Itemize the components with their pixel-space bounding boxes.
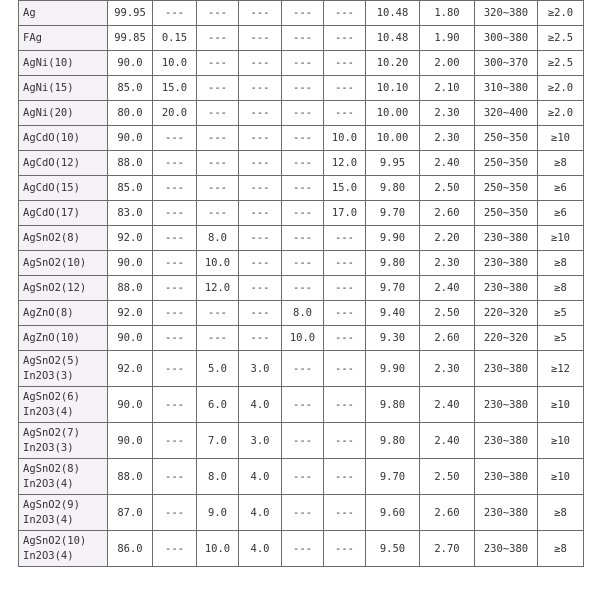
value-cell: 2.30 xyxy=(420,251,475,276)
value-cell: 2.00 xyxy=(420,51,475,76)
value-cell: --- xyxy=(153,387,197,423)
value-cell: --- xyxy=(239,276,282,301)
value-cell: --- xyxy=(197,1,239,26)
value-cell: --- xyxy=(282,76,324,101)
material-name-line: AgCdO(15) xyxy=(23,182,80,194)
value-cell: 250~350 xyxy=(475,126,538,151)
material-name-line: In2O3(3) xyxy=(23,369,74,382)
value-cell: 12.0 xyxy=(197,276,239,301)
material-name-cell xyxy=(19,26,108,51)
value-cell: 7.0 xyxy=(197,423,239,459)
value-cell: ≥2.5 xyxy=(538,26,584,51)
table-row xyxy=(19,26,584,51)
material-name-line: AgNi(20) xyxy=(23,107,74,119)
table-row xyxy=(19,126,584,151)
value-cell: --- xyxy=(239,26,282,51)
value-cell: --- xyxy=(282,176,324,201)
table-row xyxy=(19,151,584,176)
value-cell: 220~320 xyxy=(475,326,538,351)
value-cell: --- xyxy=(282,423,324,459)
table-row xyxy=(19,351,584,387)
value-cell: 10.10 xyxy=(366,76,420,101)
value-cell: 9.80 xyxy=(366,423,420,459)
value-cell: --- xyxy=(197,26,239,51)
material-name-line: AgSnO2(9) xyxy=(23,498,80,511)
material-name-cell xyxy=(19,201,108,226)
material-name-cell xyxy=(19,151,108,176)
value-cell: 0.15 xyxy=(153,26,197,51)
table-body xyxy=(19,1,584,567)
value-cell: 92.0 xyxy=(108,226,153,251)
table-row xyxy=(19,176,584,201)
value-cell: ≥2.5 xyxy=(538,51,584,76)
value-cell: --- xyxy=(282,351,324,387)
value-cell: 230~380 xyxy=(475,423,538,459)
material-name-line: AgZnO(10) xyxy=(23,332,80,344)
value-cell: ≥5 xyxy=(538,326,584,351)
material-name-line: AgNi(15) xyxy=(23,82,74,94)
value-cell: --- xyxy=(153,423,197,459)
value-cell: ≥2.0 xyxy=(538,101,584,126)
value-cell: 9.40 xyxy=(366,301,420,326)
value-cell: 9.70 xyxy=(366,201,420,226)
value-cell: --- xyxy=(324,351,366,387)
value-cell: --- xyxy=(282,1,324,26)
value-cell: --- xyxy=(324,423,366,459)
value-cell: 250~350 xyxy=(475,151,538,176)
value-cell: 9.80 xyxy=(366,387,420,423)
table-row xyxy=(19,1,584,26)
value-cell: 310~380 xyxy=(475,76,538,101)
material-name-line: AgSnO2(12) xyxy=(23,282,87,294)
value-cell: 86.0 xyxy=(108,531,153,567)
value-cell: --- xyxy=(282,126,324,151)
value-cell: --- xyxy=(282,251,324,276)
value-cell: 9.70 xyxy=(366,276,420,301)
value-cell: 8.0 xyxy=(197,459,239,495)
value-cell: 90.0 xyxy=(108,387,153,423)
material-name-line: In2O3(3) xyxy=(23,441,74,454)
value-cell: --- xyxy=(153,176,197,201)
value-cell: 9.60 xyxy=(366,495,420,531)
value-cell: 2.30 xyxy=(420,126,475,151)
value-cell: ≥2.0 xyxy=(538,76,584,101)
value-cell: 4.0 xyxy=(239,387,282,423)
material-name-line: AgSnO2(6) xyxy=(23,390,80,403)
material-name-line: AgSnO2(10) xyxy=(23,534,87,547)
value-cell: ≥10 xyxy=(538,423,584,459)
table-row xyxy=(19,495,584,531)
value-cell: --- xyxy=(324,251,366,276)
value-cell: --- xyxy=(324,51,366,76)
value-cell: --- xyxy=(153,459,197,495)
value-cell: --- xyxy=(239,201,282,226)
value-cell: ≥10 xyxy=(538,126,584,151)
material-name-cell xyxy=(19,126,108,151)
value-cell: 17.0 xyxy=(324,201,366,226)
material-name-line: FAg xyxy=(23,32,42,44)
value-cell: ≥12 xyxy=(538,351,584,387)
value-cell: 6.0 xyxy=(197,387,239,423)
material-name-line: In2O3(4) xyxy=(23,513,74,526)
value-cell: --- xyxy=(282,495,324,531)
value-cell: 87.0 xyxy=(108,495,153,531)
value-cell: 83.0 xyxy=(108,201,153,226)
value-cell: 15.0 xyxy=(153,76,197,101)
value-cell: ≥8 xyxy=(538,251,584,276)
value-cell: 1.80 xyxy=(420,1,475,26)
table-row xyxy=(19,459,584,495)
value-cell: --- xyxy=(282,459,324,495)
value-cell: --- xyxy=(239,76,282,101)
value-cell: --- xyxy=(153,226,197,251)
value-cell: 90.0 xyxy=(108,126,153,151)
value-cell: 5.0 xyxy=(197,351,239,387)
value-cell: ≥6 xyxy=(538,176,584,201)
value-cell: --- xyxy=(153,1,197,26)
material-name-cell xyxy=(19,531,108,567)
value-cell: --- xyxy=(197,126,239,151)
material-name-line: AgNi(10) xyxy=(23,57,74,69)
value-cell: 9.80 xyxy=(366,176,420,201)
value-cell: --- xyxy=(324,387,366,423)
value-cell: 230~380 xyxy=(475,387,538,423)
value-cell: --- xyxy=(324,301,366,326)
material-name-cell xyxy=(19,1,108,26)
value-cell: 2.60 xyxy=(420,495,475,531)
value-cell: 300~370 xyxy=(475,51,538,76)
value-cell: 2.10 xyxy=(420,76,475,101)
material-properties-table xyxy=(18,0,584,567)
value-cell: --- xyxy=(197,51,239,76)
value-cell: --- xyxy=(239,226,282,251)
value-cell: ≥5 xyxy=(538,301,584,326)
value-cell: --- xyxy=(282,531,324,567)
value-cell: --- xyxy=(282,101,324,126)
value-cell: --- xyxy=(197,201,239,226)
value-cell: ≥6 xyxy=(538,201,584,226)
value-cell: --- xyxy=(282,226,324,251)
table-row xyxy=(19,301,584,326)
value-cell: 250~350 xyxy=(475,176,538,201)
value-cell: --- xyxy=(239,151,282,176)
value-cell: 10.0 xyxy=(197,531,239,567)
value-cell: --- xyxy=(324,495,366,531)
value-cell: 90.0 xyxy=(108,251,153,276)
value-cell: 9.0 xyxy=(197,495,239,531)
material-name-cell xyxy=(19,76,108,101)
material-name-line: AgSnO2(7) xyxy=(23,426,80,439)
value-cell: --- xyxy=(282,276,324,301)
value-cell: 2.30 xyxy=(420,101,475,126)
value-cell: 92.0 xyxy=(108,301,153,326)
value-cell: --- xyxy=(153,151,197,176)
value-cell: 230~380 xyxy=(475,495,538,531)
value-cell: --- xyxy=(153,351,197,387)
value-cell: 230~380 xyxy=(475,251,538,276)
value-cell: --- xyxy=(153,531,197,567)
value-cell: 230~380 xyxy=(475,351,538,387)
value-cell: --- xyxy=(324,531,366,567)
value-cell: 2.50 xyxy=(420,459,475,495)
value-cell: 88.0 xyxy=(108,276,153,301)
value-cell: 9.30 xyxy=(366,326,420,351)
value-cell: ≥10 xyxy=(538,387,584,423)
value-cell: 8.0 xyxy=(282,301,324,326)
value-cell: --- xyxy=(153,495,197,531)
value-cell: 10.48 xyxy=(366,26,420,51)
value-cell: --- xyxy=(282,151,324,176)
value-cell: 10.0 xyxy=(153,51,197,76)
material-name-cell xyxy=(19,326,108,351)
material-name-line: AgCdO(17) xyxy=(23,207,80,219)
value-cell: --- xyxy=(197,326,239,351)
value-cell: 9.90 xyxy=(366,351,420,387)
value-cell: --- xyxy=(197,101,239,126)
table-row xyxy=(19,76,584,101)
value-cell: 2.60 xyxy=(420,326,475,351)
value-cell: 2.50 xyxy=(420,176,475,201)
value-cell: --- xyxy=(153,326,197,351)
value-cell: --- xyxy=(239,1,282,26)
value-cell: 230~380 xyxy=(475,226,538,251)
material-name-line: AgZnO(8) xyxy=(23,307,74,319)
value-cell: 92.0 xyxy=(108,351,153,387)
value-cell: 80.0 xyxy=(108,101,153,126)
value-cell: --- xyxy=(324,459,366,495)
value-cell: --- xyxy=(282,26,324,51)
value-cell: --- xyxy=(282,201,324,226)
material-name-cell xyxy=(19,387,108,423)
material-name-line: In2O3(4) xyxy=(23,477,74,490)
value-cell: 230~380 xyxy=(475,276,538,301)
value-cell: --- xyxy=(282,387,324,423)
value-cell: 2.70 xyxy=(420,531,475,567)
value-cell: --- xyxy=(324,76,366,101)
value-cell: 320~400 xyxy=(475,101,538,126)
value-cell: 10.0 xyxy=(197,251,239,276)
value-cell: 9.70 xyxy=(366,459,420,495)
material-name-cell xyxy=(19,101,108,126)
value-cell: 2.40 xyxy=(420,387,475,423)
value-cell: 9.50 xyxy=(366,531,420,567)
value-cell: 15.0 xyxy=(324,176,366,201)
value-cell: --- xyxy=(239,251,282,276)
value-cell: 10.0 xyxy=(324,126,366,151)
table-row xyxy=(19,531,584,567)
value-cell: 4.0 xyxy=(239,459,282,495)
value-cell: 99.95 xyxy=(108,1,153,26)
value-cell: 2.30 xyxy=(420,351,475,387)
material-name-cell xyxy=(19,276,108,301)
value-cell: --- xyxy=(324,1,366,26)
table-row xyxy=(19,201,584,226)
material-name-cell xyxy=(19,226,108,251)
value-cell: --- xyxy=(153,301,197,326)
value-cell: 12.0 xyxy=(324,151,366,176)
value-cell: 2.50 xyxy=(420,301,475,326)
value-cell: --- xyxy=(282,51,324,76)
value-cell: --- xyxy=(197,151,239,176)
value-cell: 2.40 xyxy=(420,423,475,459)
material-name-cell xyxy=(19,176,108,201)
value-cell: 10.20 xyxy=(366,51,420,76)
value-cell: 250~350 xyxy=(475,201,538,226)
value-cell: --- xyxy=(153,251,197,276)
value-cell: 99.85 xyxy=(108,26,153,51)
material-name-line: AgCdO(12) xyxy=(23,157,80,169)
value-cell: 300~380 xyxy=(475,26,538,51)
value-cell: --- xyxy=(239,51,282,76)
table-row xyxy=(19,276,584,301)
table-row xyxy=(19,226,584,251)
table-row xyxy=(19,51,584,76)
value-cell: 2.40 xyxy=(420,151,475,176)
value-cell: 85.0 xyxy=(108,176,153,201)
value-cell: --- xyxy=(324,326,366,351)
value-cell: 4.0 xyxy=(239,495,282,531)
material-name-cell xyxy=(19,423,108,459)
value-cell: 85.0 xyxy=(108,76,153,101)
value-cell: 3.0 xyxy=(239,423,282,459)
value-cell: 230~380 xyxy=(475,531,538,567)
value-cell: 230~380 xyxy=(475,459,538,495)
value-cell: 4.0 xyxy=(239,531,282,567)
value-cell: 1.90 xyxy=(420,26,475,51)
material-name-cell xyxy=(19,351,108,387)
material-name-line: In2O3(4) xyxy=(23,549,74,562)
value-cell: ≥10 xyxy=(538,226,584,251)
value-cell: 88.0 xyxy=(108,151,153,176)
value-cell: 90.0 xyxy=(108,51,153,76)
value-cell: 88.0 xyxy=(108,459,153,495)
value-cell: 10.48 xyxy=(366,1,420,26)
value-cell: 10.00 xyxy=(366,126,420,151)
table-row xyxy=(19,101,584,126)
value-cell: ≥2.0 xyxy=(538,1,584,26)
value-cell: 90.0 xyxy=(108,326,153,351)
table-row xyxy=(19,326,584,351)
value-cell: ≥8 xyxy=(538,531,584,567)
value-cell: 10.00 xyxy=(366,101,420,126)
material-name-cell xyxy=(19,495,108,531)
value-cell: 9.95 xyxy=(366,151,420,176)
table-row xyxy=(19,423,584,459)
material-name-cell xyxy=(19,251,108,276)
material-name-line: Ag xyxy=(23,7,36,19)
value-cell: --- xyxy=(239,101,282,126)
value-cell: 3.0 xyxy=(239,351,282,387)
value-cell: 90.0 xyxy=(108,423,153,459)
value-cell: --- xyxy=(239,326,282,351)
value-cell: ≥8 xyxy=(538,276,584,301)
value-cell: 220~320 xyxy=(475,301,538,326)
value-cell: 20.0 xyxy=(153,101,197,126)
material-name-line: In2O3(4) xyxy=(23,405,74,418)
value-cell: 9.80 xyxy=(366,251,420,276)
value-cell: --- xyxy=(153,201,197,226)
material-name-line: AgSnO2(5) xyxy=(23,354,80,367)
table-row xyxy=(19,387,584,423)
value-cell: 320~380 xyxy=(475,1,538,26)
value-cell: --- xyxy=(197,76,239,101)
material-name-line: AgSnO2(8) xyxy=(23,232,80,244)
value-cell: --- xyxy=(324,101,366,126)
material-name-line: AgSnO2(10) xyxy=(23,257,87,269)
material-name-line: AgCdO(10) xyxy=(23,132,80,144)
value-cell: --- xyxy=(153,126,197,151)
value-cell: ≥10 xyxy=(538,459,584,495)
value-cell: --- xyxy=(239,126,282,151)
value-cell: 2.20 xyxy=(420,226,475,251)
value-cell: --- xyxy=(239,176,282,201)
value-cell: --- xyxy=(239,301,282,326)
value-cell: --- xyxy=(197,301,239,326)
value-cell: 10.0 xyxy=(282,326,324,351)
value-cell: ≥8 xyxy=(538,495,584,531)
value-cell: --- xyxy=(197,176,239,201)
value-cell: 2.40 xyxy=(420,276,475,301)
table-row xyxy=(19,251,584,276)
material-name-cell xyxy=(19,51,108,76)
material-name-line: AgSnO2(8) xyxy=(23,462,80,475)
value-cell: 9.90 xyxy=(366,226,420,251)
material-name-cell xyxy=(19,301,108,326)
value-cell: 8.0 xyxy=(197,226,239,251)
material-name-cell xyxy=(19,459,108,495)
value-cell: ≥8 xyxy=(538,151,584,176)
value-cell: --- xyxy=(324,276,366,301)
value-cell: --- xyxy=(153,276,197,301)
value-cell: 2.60 xyxy=(420,201,475,226)
value-cell: --- xyxy=(324,26,366,51)
value-cell: --- xyxy=(324,226,366,251)
